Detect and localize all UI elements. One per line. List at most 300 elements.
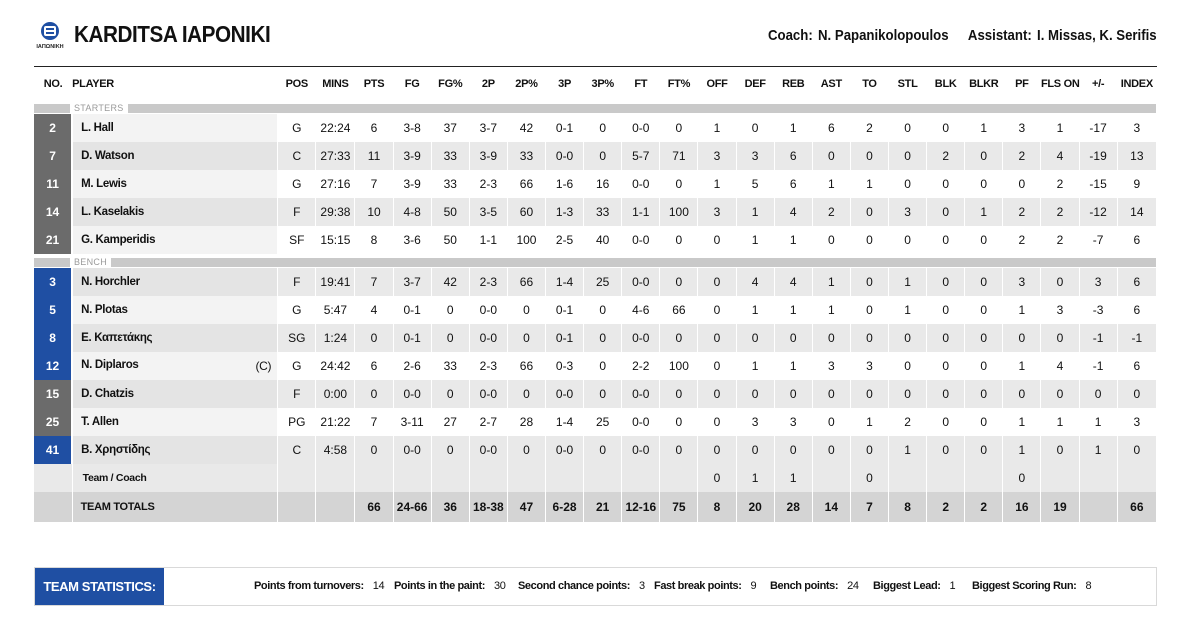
stat-pm: -3 bbox=[1079, 296, 1117, 324]
stat-fg: 3-6 bbox=[393, 226, 431, 254]
col-header: REB bbox=[774, 67, 812, 101]
player-row[interactable] bbox=[34, 296, 1157, 324]
stat-mins: 4:58 bbox=[316, 436, 355, 464]
stat-p3p: 0 bbox=[584, 296, 622, 324]
player-name[interactable]: N. Diplaros bbox=[81, 359, 139, 371]
stat-pts: 0 bbox=[355, 380, 393, 408]
stat-ft: 0-0 bbox=[622, 170, 660, 198]
player-row[interactable] bbox=[34, 408, 1157, 436]
stat-pos: SF bbox=[278, 226, 316, 254]
stat-flson: 4 bbox=[1041, 352, 1079, 380]
stat-pm: 1 bbox=[1079, 408, 1117, 436]
stat-blk: 0 bbox=[927, 408, 965, 436]
stat-reb: 0 bbox=[774, 380, 812, 408]
stat-off: 0 bbox=[698, 380, 736, 408]
player-name-cell[interactable] bbox=[72, 380, 278, 408]
stat-stl: 3 bbox=[889, 198, 927, 226]
stat-pts: 4 bbox=[355, 296, 393, 324]
stat-p2: 0-0 bbox=[469, 296, 507, 324]
stat-reb: 6 bbox=[774, 170, 812, 198]
stat-p2: 2-7 bbox=[469, 408, 507, 436]
stat-off: 0 bbox=[698, 268, 736, 296]
player-row[interactable] bbox=[34, 170, 1157, 198]
stat-fg: 3-11 bbox=[393, 408, 431, 436]
col-header: FG bbox=[393, 67, 431, 101]
stat-p3p: 40 bbox=[584, 226, 622, 254]
col-header: PLAYER bbox=[72, 67, 278, 101]
stat-mins: 27:16 bbox=[316, 170, 355, 198]
player-name-cell[interactable] bbox=[72, 296, 278, 324]
stat-p3: 0-0 bbox=[546, 380, 584, 408]
stat-pf: 1 bbox=[1003, 436, 1041, 464]
stat-stl: 0 bbox=[889, 170, 927, 198]
player-name-cell[interactable] bbox=[72, 226, 278, 254]
stat-pm: 1 bbox=[1079, 436, 1117, 464]
stat-fg: 0-1 bbox=[393, 324, 431, 352]
player-row[interactable] bbox=[34, 114, 1157, 142]
col-header: 2P% bbox=[507, 67, 545, 101]
stat-index: 6 bbox=[1117, 268, 1156, 296]
logo-text: ΙΑΠΩΝΙΚΗ bbox=[36, 44, 64, 50]
stat-reb: 1 bbox=[774, 352, 812, 380]
stat-blkr: 0 bbox=[965, 296, 1003, 324]
stat-fgp: 0 bbox=[431, 324, 469, 352]
stat-p3p: 33 bbox=[584, 198, 622, 226]
stat-index: 14 bbox=[1117, 198, 1156, 226]
stat-blkr: 0 bbox=[965, 142, 1003, 170]
stat-reb: 0 bbox=[774, 436, 812, 464]
stat-p2p: 0 bbox=[507, 380, 545, 408]
stat-flson: 2 bbox=[1041, 170, 1079, 198]
stat-mins: 0:00 bbox=[316, 380, 355, 408]
stat-ft: 4-6 bbox=[622, 296, 660, 324]
player-row[interactable] bbox=[34, 352, 1157, 380]
totals-blkr: 2 bbox=[965, 492, 1003, 522]
col-header: FLS ON bbox=[1041, 67, 1079, 101]
coaching-staff bbox=[768, 27, 1157, 44]
stat-p3p: 0 bbox=[584, 380, 622, 408]
stat-blk: 0 bbox=[927, 268, 965, 296]
stat-reb: 1 bbox=[774, 114, 812, 142]
stat-pm: -1 bbox=[1079, 352, 1117, 380]
coach-label: Coach: bbox=[768, 27, 814, 44]
totals-stl: 8 bbox=[889, 492, 927, 522]
stat-blk: 0 bbox=[927, 198, 965, 226]
player-name-cell[interactable] bbox=[72, 436, 278, 464]
stat-to: 0 bbox=[850, 226, 888, 254]
totals-fg: 24-66 bbox=[393, 492, 431, 522]
stat-fg: 4-8 bbox=[393, 198, 431, 226]
stat-def: 3 bbox=[736, 408, 774, 436]
stat-pf: 0 bbox=[1003, 380, 1041, 408]
team-coach-off: 0 bbox=[698, 464, 736, 492]
stat-to: 1 bbox=[850, 170, 888, 198]
stat-to: 2 bbox=[850, 114, 888, 142]
player-name[interactable]: M. Lewis bbox=[81, 178, 127, 190]
stat-def: 0 bbox=[736, 380, 774, 408]
stat-off: 0 bbox=[698, 436, 736, 464]
stat-pts: 7 bbox=[355, 408, 393, 436]
stat-ftp: 0 bbox=[660, 380, 698, 408]
stat-ast: 1 bbox=[812, 170, 850, 198]
stat-fg: 3-9 bbox=[393, 170, 431, 198]
stat-ast: 0 bbox=[812, 226, 850, 254]
stat-pm: -19 bbox=[1079, 142, 1117, 170]
player-name-cell[interactable] bbox=[72, 352, 278, 380]
col-header: +/- bbox=[1079, 67, 1117, 101]
totals-flson: 19 bbox=[1041, 492, 1079, 522]
stat-ftp: 100 bbox=[660, 352, 698, 380]
starters-label: STARTERS bbox=[70, 102, 128, 114]
stat-off: 0 bbox=[698, 352, 736, 380]
col-header: FT% bbox=[660, 67, 698, 101]
stat-fgp: 37 bbox=[431, 114, 469, 142]
stat-pos: C bbox=[278, 142, 316, 170]
player-row[interactable] bbox=[34, 436, 1157, 464]
stat-pts: 6 bbox=[355, 114, 393, 142]
stat-blk: 0 bbox=[927, 296, 965, 324]
stat-off: 3 bbox=[698, 142, 736, 170]
stat-blk: 0 bbox=[927, 114, 965, 142]
stat-p2p: 0 bbox=[507, 324, 545, 352]
player-name-cell[interactable] bbox=[72, 114, 278, 142]
stat-pf: 2 bbox=[1003, 198, 1041, 226]
stat-fg: 3-8 bbox=[393, 114, 431, 142]
stat-def: 1 bbox=[736, 352, 774, 380]
stat-mins: 24:42 bbox=[316, 352, 355, 380]
stat-p3: 1-4 bbox=[546, 408, 584, 436]
stat-ft: 1-1 bbox=[622, 198, 660, 226]
stat-p3: 0-0 bbox=[546, 436, 584, 464]
stat-p3: 0-0 bbox=[546, 142, 584, 170]
team-totals-row bbox=[34, 492, 1157, 522]
stat-to: 0 bbox=[850, 436, 888, 464]
player-row[interactable] bbox=[34, 142, 1157, 170]
stat-def: 0 bbox=[736, 114, 774, 142]
box-score-table bbox=[34, 66, 1157, 522]
stat-pos: F bbox=[278, 268, 316, 296]
stat-stl: 0 bbox=[889, 380, 927, 408]
stat-ast: 0 bbox=[812, 380, 850, 408]
totals-ft: 12-16 bbox=[622, 492, 660, 522]
stat-def: 1 bbox=[736, 296, 774, 324]
stat-index: 13 bbox=[1117, 142, 1156, 170]
stat-p2: 0-0 bbox=[469, 324, 507, 352]
team-coach-reb: 1 bbox=[774, 464, 812, 492]
player-row[interactable] bbox=[34, 226, 1157, 254]
stat-pts: 0 bbox=[355, 436, 393, 464]
stat-off: 3 bbox=[698, 198, 736, 226]
stat-pos: C bbox=[278, 436, 316, 464]
stat-blkr: 1 bbox=[965, 198, 1003, 226]
stat-p3: 1-3 bbox=[546, 198, 584, 226]
stat-ast: 6 bbox=[812, 114, 850, 142]
stat-p2: 2-3 bbox=[469, 352, 507, 380]
totals-reb: 28 bbox=[774, 492, 812, 522]
stat-to: 0 bbox=[850, 198, 888, 226]
col-header: BLKR bbox=[965, 67, 1003, 101]
totals-to: 7 bbox=[850, 492, 888, 522]
stat-p2: 2-3 bbox=[469, 170, 507, 198]
stat-pos: F bbox=[278, 198, 316, 226]
totals-3pp: 21 bbox=[584, 492, 622, 522]
stat-blk: 0 bbox=[927, 436, 965, 464]
starters-section-divider bbox=[34, 100, 1157, 114]
stat-flson: 0 bbox=[1041, 436, 1079, 464]
team-name: KARDITSA IAPONIKI bbox=[74, 21, 271, 47]
stat-reb: 4 bbox=[774, 198, 812, 226]
stat-pm: -1 bbox=[1079, 324, 1117, 352]
stat-ft: 0-0 bbox=[622, 114, 660, 142]
col-header: BLK bbox=[927, 67, 965, 101]
stat-pf: 0 bbox=[1003, 170, 1041, 198]
player-name[interactable]: T. Allen bbox=[81, 416, 119, 428]
stat-ft: 0-0 bbox=[622, 268, 660, 296]
stat-to: 1 bbox=[850, 408, 888, 436]
stat-fgp: 27 bbox=[431, 408, 469, 436]
stat-fg: 3-9 bbox=[393, 142, 431, 170]
stat-ast: 1 bbox=[812, 268, 850, 296]
stat-reb: 6 bbox=[774, 142, 812, 170]
stat-def: 4 bbox=[736, 268, 774, 296]
player-name[interactable]: D. Watson bbox=[81, 150, 135, 162]
stat-def: 1 bbox=[736, 198, 774, 226]
stat-off: 0 bbox=[698, 226, 736, 254]
stat-pf: 1 bbox=[1003, 352, 1041, 380]
stat-off: 0 bbox=[698, 296, 736, 324]
player-name-cell[interactable] bbox=[72, 142, 278, 170]
stat-blk: 0 bbox=[927, 170, 965, 198]
stat-p2p: 42 bbox=[507, 114, 545, 142]
stat-p3p: 0 bbox=[584, 352, 622, 380]
stat-flson: 1 bbox=[1041, 408, 1079, 436]
stat-p2p: 100 bbox=[507, 226, 545, 254]
stat-blk: 0 bbox=[927, 352, 965, 380]
stat-p3: 0-1 bbox=[546, 324, 584, 352]
stat-flson: 0 bbox=[1041, 380, 1079, 408]
team-coach-row bbox=[34, 464, 1157, 492]
stat-pf: 2 bbox=[1003, 226, 1041, 254]
stat-ast: 0 bbox=[812, 408, 850, 436]
stat-pm: 0 bbox=[1079, 380, 1117, 408]
assistant-label: Assistant: bbox=[968, 27, 1033, 44]
stat-ast: 1 bbox=[812, 296, 850, 324]
stat-def: 1 bbox=[736, 226, 774, 254]
stat-pos: G bbox=[278, 352, 316, 380]
stat-p2p: 28 bbox=[507, 408, 545, 436]
player-number: 12 bbox=[34, 352, 72, 380]
stat-fg: 0-0 bbox=[393, 380, 431, 408]
stat-mins: 15:15 bbox=[316, 226, 355, 254]
player-name-cell[interactable] bbox=[72, 324, 278, 352]
stat-pm: -12 bbox=[1079, 198, 1117, 226]
stat-ftp: 0 bbox=[660, 324, 698, 352]
player-name[interactable]: G. Kamperidis bbox=[81, 234, 156, 246]
player-name-cell[interactable] bbox=[72, 170, 278, 198]
team-header bbox=[34, 18, 1157, 58]
stat-p3p: 0 bbox=[584, 114, 622, 142]
stat-bench-points: Bench points: 24 bbox=[770, 580, 859, 592]
stat-mins: 22:24 bbox=[316, 114, 355, 142]
stat-pm: -17 bbox=[1079, 114, 1117, 142]
stat-pf: 1 bbox=[1003, 408, 1041, 436]
player-row[interactable] bbox=[34, 380, 1157, 408]
team-statistics-bar bbox=[34, 567, 1157, 606]
player-name[interactable]: L. Hall bbox=[81, 122, 114, 134]
stat-blkr: 0 bbox=[965, 268, 1003, 296]
totals-plus-minus bbox=[1079, 492, 1117, 522]
stat-flson: 4 bbox=[1041, 142, 1079, 170]
player-number: 14 bbox=[34, 198, 72, 226]
stat-stl: 1 bbox=[889, 268, 927, 296]
stat-blkr: 0 bbox=[965, 380, 1003, 408]
stat-fgp: 50 bbox=[431, 198, 469, 226]
stat-reb: 1 bbox=[774, 226, 812, 254]
col-header: NO. bbox=[34, 67, 72, 101]
totals-def: 20 bbox=[736, 492, 774, 522]
player-row[interactable] bbox=[34, 324, 1157, 352]
stat-stl: 2 bbox=[889, 408, 927, 436]
stat-index: 6 bbox=[1117, 352, 1156, 380]
player-name[interactable]: Ε. Καπετάκης bbox=[81, 332, 153, 344]
stat-pos: SG bbox=[278, 324, 316, 352]
col-header: TO bbox=[850, 67, 888, 101]
stat-mins: 5:47 bbox=[316, 296, 355, 324]
stat-pf: 0 bbox=[1003, 324, 1041, 352]
col-header: PTS bbox=[355, 67, 393, 101]
assistant-names: I. Missas, K. Serifis bbox=[1037, 27, 1157, 44]
player-number: 25 bbox=[34, 408, 72, 436]
team-coach-label: Team / Coach bbox=[72, 464, 278, 492]
stat-blk: 0 bbox=[927, 380, 965, 408]
team-coach-def: 1 bbox=[736, 464, 774, 492]
player-name-cell[interactable] bbox=[72, 408, 278, 436]
stat-fgp: 50 bbox=[431, 226, 469, 254]
stat-off: 0 bbox=[698, 408, 736, 436]
stat-reb: 1 bbox=[774, 296, 812, 324]
stat-to: 3 bbox=[850, 352, 888, 380]
stat-blkr: 0 bbox=[965, 170, 1003, 198]
stat-ftp: 0 bbox=[660, 436, 698, 464]
stat-stl: 1 bbox=[889, 296, 927, 324]
stat-fg: 3-7 bbox=[393, 268, 431, 296]
stat-p2p: 33 bbox=[507, 142, 545, 170]
team-logo bbox=[34, 20, 66, 50]
player-row[interactable] bbox=[34, 198, 1157, 226]
stat-pf: 2 bbox=[1003, 142, 1041, 170]
stat-p2p: 66 bbox=[507, 170, 545, 198]
stat-def: 5 bbox=[736, 170, 774, 198]
stat-p2: 3-9 bbox=[469, 142, 507, 170]
team-coach-to: 0 bbox=[850, 464, 888, 492]
stat-to: 0 bbox=[850, 142, 888, 170]
stat-fgp: 42 bbox=[431, 268, 469, 296]
player-number: 8 bbox=[34, 324, 72, 352]
stat-pts: 6 bbox=[355, 352, 393, 380]
stat-fast-break-points: Fast break points: 9 bbox=[654, 580, 757, 592]
stat-p3p: 25 bbox=[584, 268, 622, 296]
stat-blkr: 0 bbox=[965, 436, 1003, 464]
stat-blkr: 0 bbox=[965, 324, 1003, 352]
player-name[interactable]: D. Chatzis bbox=[81, 388, 134, 400]
player-number: 41 bbox=[34, 436, 72, 464]
stat-index: -1 bbox=[1117, 324, 1156, 352]
stat-ft: 2-2 bbox=[622, 352, 660, 380]
stat-mins: 21:22 bbox=[316, 408, 355, 436]
player-name[interactable]: Β. Χρηστίδης bbox=[81, 444, 151, 456]
stat-blk: 0 bbox=[927, 324, 965, 352]
stat-points-in-paint: Points in the paint: 30 bbox=[394, 580, 506, 592]
stat-pos: G bbox=[278, 114, 316, 142]
stat-index: 0 bbox=[1117, 380, 1156, 408]
stat-fgp: 33 bbox=[431, 170, 469, 198]
stat-blkr: 1 bbox=[965, 114, 1003, 142]
player-name[interactable]: L. Kaselakis bbox=[81, 206, 144, 218]
stat-to: 0 bbox=[850, 296, 888, 324]
totals-2pp: 47 bbox=[507, 492, 545, 522]
stat-off: 1 bbox=[698, 170, 736, 198]
stat-p3: 0-1 bbox=[546, 114, 584, 142]
stat-ast: 3 bbox=[812, 352, 850, 380]
stat-p3p: 0 bbox=[584, 142, 622, 170]
stat-index: 6 bbox=[1117, 226, 1156, 254]
totals-pf: 16 bbox=[1003, 492, 1041, 522]
col-header: 3P% bbox=[584, 67, 622, 101]
stat-fg: 0-0 bbox=[393, 436, 431, 464]
player-name-cell[interactable] bbox=[72, 268, 278, 296]
stat-ft: 5-7 bbox=[622, 142, 660, 170]
stat-fgp: 33 bbox=[431, 142, 469, 170]
stat-pf: 3 bbox=[1003, 114, 1041, 142]
col-header: 3P bbox=[546, 67, 584, 101]
player-name[interactable]: N. Horchler bbox=[81, 276, 140, 288]
stat-blkr: 0 bbox=[965, 352, 1003, 380]
col-header: OFF bbox=[698, 67, 736, 101]
player-name-cell[interactable] bbox=[72, 198, 278, 226]
col-header: MINS bbox=[316, 67, 355, 101]
stat-index: 0 bbox=[1117, 436, 1156, 464]
stat-to: 0 bbox=[850, 380, 888, 408]
stat-stl: 0 bbox=[889, 226, 927, 254]
totals-pts: 66 bbox=[355, 492, 393, 522]
stat-pts: 0 bbox=[355, 324, 393, 352]
stat-pm: 3 bbox=[1079, 268, 1117, 296]
stat-pos: G bbox=[278, 170, 316, 198]
col-header: PF bbox=[1003, 67, 1041, 101]
stat-p2: 3-7 bbox=[469, 114, 507, 142]
col-header: FG% bbox=[431, 67, 469, 101]
stat-ftp: 66 bbox=[660, 296, 698, 324]
table-header-row bbox=[34, 67, 1157, 101]
stat-off: 0 bbox=[698, 324, 736, 352]
stat-p2p: 66 bbox=[507, 268, 545, 296]
player-name[interactable]: N. Plotas bbox=[81, 304, 128, 316]
stat-pos: F bbox=[278, 380, 316, 408]
stat-blkr: 0 bbox=[965, 226, 1003, 254]
player-number: 3 bbox=[34, 268, 72, 296]
stat-mins: 1:24 bbox=[316, 324, 355, 352]
stat-mins: 27:33 bbox=[316, 142, 355, 170]
stat-mins: 19:41 bbox=[316, 268, 355, 296]
stat-ftp: 100 bbox=[660, 198, 698, 226]
stat-stl: 1 bbox=[889, 436, 927, 464]
stat-p3: 0-3 bbox=[546, 352, 584, 380]
player-row[interactable] bbox=[34, 268, 1157, 296]
coach-name: N. Papanikolopoulos bbox=[818, 27, 949, 44]
stat-def: 0 bbox=[736, 324, 774, 352]
stat-flson: 0 bbox=[1041, 324, 1079, 352]
stat-p2: 0-0 bbox=[469, 380, 507, 408]
